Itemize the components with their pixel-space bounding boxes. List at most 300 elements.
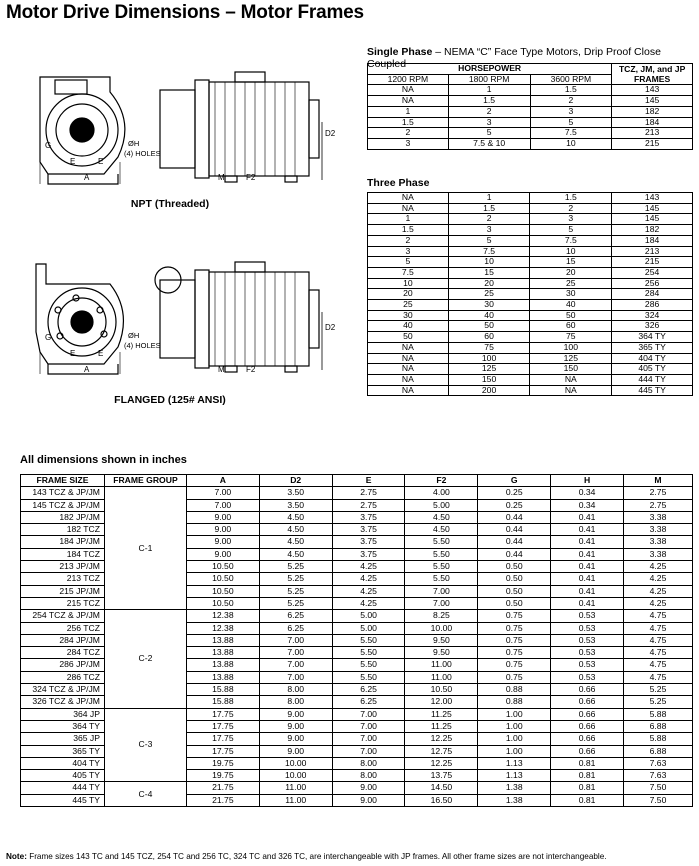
table-cell: 0.41 bbox=[551, 511, 624, 523]
table-cell: 0.88 bbox=[478, 696, 551, 708]
table-cell: 6.25 bbox=[332, 684, 405, 696]
table-cell: 20 bbox=[368, 289, 449, 300]
table-cell: 50 bbox=[368, 332, 449, 343]
table-cell: 8.00 bbox=[332, 757, 405, 769]
table-cell: 445 TY bbox=[612, 385, 693, 396]
table-cell: 10.00 bbox=[259, 770, 332, 782]
table-cell: 4.75 bbox=[624, 610, 693, 622]
table-row bbox=[21, 782, 693, 794]
table-cell: 3.38 bbox=[624, 536, 693, 548]
column-header: M bbox=[624, 475, 693, 487]
frame-size-cell: 184 TCZ bbox=[21, 548, 105, 560]
table-cell: 0.41 bbox=[551, 561, 624, 573]
table-cell: 405 TY bbox=[612, 364, 693, 375]
table-cell: 6.25 bbox=[259, 622, 332, 634]
three-phase-rows bbox=[368, 193, 693, 396]
f2-label: F2 bbox=[246, 173, 256, 182]
table-cell: 10 bbox=[530, 246, 612, 257]
table-cell: 5 bbox=[448, 235, 530, 246]
table-cell: NA bbox=[368, 342, 449, 353]
table-cell: 3.38 bbox=[624, 511, 693, 523]
table-row bbox=[368, 374, 693, 385]
table-cell: 11.00 bbox=[259, 794, 332, 806]
table-cell: 10 bbox=[448, 257, 530, 268]
table-cell: 4.50 bbox=[405, 511, 478, 523]
table-cell: 9.00 bbox=[259, 733, 332, 745]
table-cell: 0.66 bbox=[551, 745, 624, 757]
table-cell: 10.50 bbox=[405, 684, 478, 696]
table-cell: 0.50 bbox=[478, 585, 551, 597]
table-cell: 364 TY bbox=[612, 332, 693, 343]
table-cell: 3.75 bbox=[332, 511, 405, 523]
table-cell: 0.53 bbox=[551, 671, 624, 683]
table-cell: 1 bbox=[448, 193, 530, 204]
single-phase-label: Single Phase bbox=[367, 46, 433, 58]
table-cell: 2 bbox=[368, 235, 449, 246]
frame-size-cell: 405 TY bbox=[21, 770, 105, 782]
table-cell: 20 bbox=[448, 278, 530, 289]
table-cell: 21.75 bbox=[186, 782, 259, 794]
table-cell: 100 bbox=[530, 342, 612, 353]
table-cell: 25 bbox=[448, 289, 530, 300]
table-cell: 8.25 bbox=[405, 610, 478, 622]
table-cell: 150 bbox=[530, 364, 612, 375]
table-cell: 17.75 bbox=[186, 745, 259, 757]
table-cell: 0.50 bbox=[478, 561, 551, 573]
table-cell: 184 bbox=[612, 117, 693, 128]
table-cell: 13.88 bbox=[186, 671, 259, 683]
table-cell: 3.50 bbox=[259, 499, 332, 511]
table-cell: 1.5 bbox=[448, 96, 530, 107]
frame-size-cell: 284 JP/JM bbox=[21, 634, 105, 646]
frame-size-cell: 256 TCZ bbox=[21, 622, 105, 634]
table-cell: 9.00 bbox=[259, 745, 332, 757]
table-cell: 1.5 bbox=[368, 117, 449, 128]
table-cell: 3 bbox=[530, 106, 612, 117]
frame-size-cell: 445 TY bbox=[21, 794, 105, 806]
table-cell: 7.00 bbox=[186, 499, 259, 511]
table-cell: 0.66 bbox=[551, 696, 624, 708]
table-row bbox=[368, 203, 693, 214]
frame-size-cell: 364 JP bbox=[21, 708, 105, 720]
table-cell: 7.50 bbox=[624, 794, 693, 806]
column-header: D2 bbox=[259, 475, 332, 487]
table-cell: 7.00 bbox=[186, 487, 259, 499]
g-label: G bbox=[45, 333, 52, 342]
table-cell: 0.75 bbox=[478, 610, 551, 622]
table-row bbox=[368, 332, 693, 343]
table-row bbox=[368, 106, 693, 117]
table-cell: 60 bbox=[448, 332, 530, 343]
table-cell: 50 bbox=[530, 310, 612, 321]
table-cell: 5.50 bbox=[405, 548, 478, 560]
table-cell: 1 bbox=[448, 85, 530, 96]
table-cell: 5 bbox=[448, 128, 530, 139]
table-cell: 4.50 bbox=[259, 524, 332, 536]
table-cell: 30 bbox=[530, 289, 612, 300]
table-cell: 10 bbox=[368, 278, 449, 289]
table-cell: 4.25 bbox=[332, 573, 405, 585]
table-cell: 7.5 bbox=[530, 235, 612, 246]
table-row bbox=[21, 610, 693, 622]
single-phase-table bbox=[367, 63, 693, 150]
table-cell: 10.00 bbox=[259, 757, 332, 769]
table-cell: 125 bbox=[448, 364, 530, 375]
table-cell: 7.00 bbox=[259, 671, 332, 683]
table-cell: 0.34 bbox=[551, 487, 624, 499]
table-cell: 9.00 bbox=[259, 720, 332, 732]
d2-label: D2 bbox=[325, 129, 336, 138]
table-cell: 12.25 bbox=[405, 757, 478, 769]
table-cell: 3 bbox=[448, 225, 530, 236]
table-cell: 15.88 bbox=[186, 684, 259, 696]
frame-size-cell: 184 JP/JM bbox=[21, 536, 105, 548]
table-cell: 0.41 bbox=[551, 548, 624, 560]
table-cell: 145 bbox=[612, 96, 693, 107]
table-cell: 20 bbox=[530, 267, 612, 278]
table-cell: 12.25 bbox=[405, 733, 478, 745]
table-cell: 5.25 bbox=[624, 684, 693, 696]
frame-size-cell: 213 TCZ bbox=[21, 573, 105, 585]
table-cell: 5 bbox=[530, 117, 612, 128]
table-cell: 0.66 bbox=[551, 708, 624, 720]
e-label-2: E bbox=[98, 157, 104, 166]
table-cell: 12.38 bbox=[186, 622, 259, 634]
m-label: M bbox=[218, 365, 225, 374]
table-cell: 0.75 bbox=[478, 622, 551, 634]
table-cell: 11.00 bbox=[259, 782, 332, 794]
table-cell: NA bbox=[368, 353, 449, 364]
table-cell: 12.00 bbox=[405, 696, 478, 708]
table-cell: 184 bbox=[612, 235, 693, 246]
flanged-pump-drawing bbox=[0, 252, 345, 380]
table-cell: 6.88 bbox=[624, 745, 693, 757]
table-cell: 4.00 bbox=[405, 487, 478, 499]
table-cell: 200 bbox=[448, 385, 530, 396]
table-cell: 5.50 bbox=[332, 634, 405, 646]
table-cell: 40 bbox=[530, 300, 612, 311]
rpm-header: 3600 RPM bbox=[530, 74, 612, 85]
table-cell: 1.5 bbox=[530, 85, 612, 96]
table-cell: 7.00 bbox=[405, 585, 478, 597]
column-header: E bbox=[332, 475, 405, 487]
table-cell: 0.75 bbox=[478, 634, 551, 646]
table-row bbox=[368, 193, 693, 204]
table-cell: 4.75 bbox=[624, 659, 693, 671]
table-cell: 215 bbox=[612, 257, 693, 268]
table-cell: 7.00 bbox=[259, 647, 332, 659]
single-phase-sublabel: – NEMA “C” Face Type Motors, Drip Proof Close Coupled bbox=[367, 46, 661, 70]
table-cell: 2.75 bbox=[332, 487, 405, 499]
table-cell: 1.38 bbox=[478, 794, 551, 806]
table-cell: 3.38 bbox=[624, 524, 693, 536]
frames-header: TCZ, JM, and JP FRAMES bbox=[612, 64, 693, 85]
frame-size-cell: 145 TCZ & JP/JM bbox=[21, 499, 105, 511]
table-cell: 9.00 bbox=[186, 511, 259, 523]
table-cell: 7.5 bbox=[368, 267, 449, 278]
table-cell: 326 bbox=[612, 321, 693, 332]
table-cell: 9.50 bbox=[405, 634, 478, 646]
table-cell: 143 bbox=[612, 193, 693, 204]
table-cell: 11.00 bbox=[405, 659, 478, 671]
frame-group-cell: C-1 bbox=[104, 487, 186, 610]
table-cell: 7.00 bbox=[259, 634, 332, 646]
note-label: Note: bbox=[6, 852, 27, 861]
table-cell: 9.00 bbox=[259, 708, 332, 720]
table-cell: 254 bbox=[612, 267, 693, 278]
table-cell: 0.75 bbox=[478, 659, 551, 671]
table-cell: NA bbox=[530, 385, 612, 396]
table-cell: 9.00 bbox=[186, 524, 259, 536]
table-cell: 1.5 bbox=[530, 193, 612, 204]
table-cell: 7.5 bbox=[448, 246, 530, 257]
table-cell: 25 bbox=[530, 278, 612, 289]
table-cell: 1 bbox=[368, 214, 449, 225]
table-cell: 10 bbox=[530, 138, 612, 149]
table-cell: 5.00 bbox=[332, 622, 405, 634]
table-cell: 10.00 bbox=[405, 622, 478, 634]
frame-group-cell: C-2 bbox=[104, 610, 186, 708]
frame-size-cell: 286 JP/JM bbox=[21, 659, 105, 671]
dimensions-rows bbox=[21, 487, 693, 807]
table-row bbox=[368, 353, 693, 364]
e-label-2: E bbox=[98, 349, 104, 358]
table-cell: 9.00 bbox=[186, 536, 259, 548]
frame-size-cell: 182 TCZ bbox=[21, 524, 105, 536]
table-cell: 6.88 bbox=[624, 720, 693, 732]
table-cell: 3 bbox=[530, 214, 612, 225]
table-cell: 286 bbox=[612, 300, 693, 311]
table-cell: 8.00 bbox=[259, 684, 332, 696]
table-cell: 0.66 bbox=[551, 684, 624, 696]
table-cell: 1.00 bbox=[478, 745, 551, 757]
table-cell: 0.44 bbox=[478, 524, 551, 536]
table-cell: 9.00 bbox=[332, 794, 405, 806]
g-label: G bbox=[45, 141, 52, 150]
frame-size-cell: 284 TCZ bbox=[21, 647, 105, 659]
table-cell: 40 bbox=[368, 321, 449, 332]
table-cell: 50 bbox=[448, 321, 530, 332]
flanged-caption: FLANGED (125# ANSI) bbox=[114, 394, 226, 406]
table-cell: 75 bbox=[448, 342, 530, 353]
table-cell: 0.66 bbox=[551, 733, 624, 745]
table-row bbox=[368, 214, 693, 225]
table-cell: 4.25 bbox=[332, 561, 405, 573]
frame-group-cell: C-3 bbox=[104, 708, 186, 782]
m-label: M bbox=[218, 173, 225, 182]
table-cell: 0.66 bbox=[551, 720, 624, 732]
table-cell: 21.75 bbox=[186, 794, 259, 806]
table-cell: 17.75 bbox=[186, 733, 259, 745]
table-cell: 3 bbox=[368, 138, 449, 149]
table-cell: 1.00 bbox=[478, 733, 551, 745]
table-row bbox=[368, 138, 693, 149]
frame-size-cell: 404 TY bbox=[21, 757, 105, 769]
table-cell: 15 bbox=[530, 257, 612, 268]
column-header: FRAME SIZE bbox=[21, 475, 105, 487]
table-cell: 11.25 bbox=[405, 720, 478, 732]
footnote bbox=[6, 852, 607, 861]
column-header: A bbox=[186, 475, 259, 487]
column-header: F2 bbox=[405, 475, 478, 487]
table-cell: 5 bbox=[530, 225, 612, 236]
three-phase-table bbox=[367, 192, 693, 396]
table-cell: 13.88 bbox=[186, 659, 259, 671]
table-cell: 15.88 bbox=[186, 696, 259, 708]
table-cell: 284 bbox=[612, 289, 693, 300]
table-cell: 5.25 bbox=[259, 561, 332, 573]
page-title: Motor Drive Dimensions – Motor Frames bbox=[6, 2, 364, 23]
table-cell: 0.44 bbox=[478, 536, 551, 548]
frame-size-cell: 213 JP/JM bbox=[21, 561, 105, 573]
table-cell: 9.50 bbox=[405, 647, 478, 659]
table-cell: 4.75 bbox=[624, 671, 693, 683]
table-cell: 5.00 bbox=[332, 610, 405, 622]
table-row bbox=[368, 85, 693, 96]
table-cell: 0.75 bbox=[478, 647, 551, 659]
holes-label: (4) HOLES bbox=[124, 149, 161, 158]
table-cell: 5.50 bbox=[405, 573, 478, 585]
table-cell: 4.75 bbox=[624, 622, 693, 634]
table-cell: 17.75 bbox=[186, 708, 259, 720]
table-cell: 7.50 bbox=[624, 782, 693, 794]
horsepower-header: HORSEPOWER bbox=[368, 64, 612, 75]
table-cell: 4.25 bbox=[624, 573, 693, 585]
table-cell: 3.75 bbox=[332, 524, 405, 536]
table-cell: 4.25 bbox=[332, 597, 405, 609]
table-cell: 145 bbox=[612, 214, 693, 225]
table-cell: 5.00 bbox=[405, 499, 478, 511]
table-cell: 10.50 bbox=[186, 597, 259, 609]
table-cell: 0.81 bbox=[551, 770, 624, 782]
npt-pump-drawing bbox=[0, 62, 345, 190]
table-cell: 4.50 bbox=[259, 511, 332, 523]
table-cell: 10.50 bbox=[186, 585, 259, 597]
frame-size-cell: 182 JP/JM bbox=[21, 511, 105, 523]
table-row bbox=[368, 342, 693, 353]
table-cell: 10.50 bbox=[186, 573, 259, 585]
table-cell: 5.50 bbox=[405, 536, 478, 548]
table-cell: 0.25 bbox=[478, 487, 551, 499]
table-cell: 1.13 bbox=[478, 757, 551, 769]
table-cell: NA bbox=[368, 385, 449, 396]
table-cell: 11.25 bbox=[405, 708, 478, 720]
table-cell: 7.63 bbox=[624, 757, 693, 769]
a-label: A bbox=[84, 173, 90, 182]
table-cell: 7.00 bbox=[332, 733, 405, 745]
frame-size-cell: 215 JP/JM bbox=[21, 585, 105, 597]
table-cell: 2 bbox=[530, 96, 612, 107]
table-cell: 5.25 bbox=[259, 585, 332, 597]
table-row bbox=[368, 128, 693, 139]
table-cell: 4.25 bbox=[332, 585, 405, 597]
table-cell: 5.50 bbox=[332, 659, 405, 671]
frame-size-cell: 215 TCZ bbox=[21, 597, 105, 609]
column-header: FRAME GROUP bbox=[104, 475, 186, 487]
table-cell: 5 bbox=[368, 257, 449, 268]
table-cell: 2 bbox=[530, 203, 612, 214]
table-cell: NA bbox=[530, 374, 612, 385]
table-cell: 1.00 bbox=[478, 708, 551, 720]
table-cell: 2 bbox=[448, 106, 530, 117]
table-cell: 10.50 bbox=[186, 561, 259, 573]
table-cell: 0.41 bbox=[551, 585, 624, 597]
table-cell: 4.50 bbox=[259, 548, 332, 560]
table-cell: 3 bbox=[448, 117, 530, 128]
table-row bbox=[368, 310, 693, 321]
table-cell: 5.50 bbox=[332, 647, 405, 659]
f2-label: F2 bbox=[246, 365, 256, 374]
table-cell: NA bbox=[368, 193, 449, 204]
table-cell: 0.53 bbox=[551, 647, 624, 659]
table-cell: 3 bbox=[368, 246, 449, 257]
table-cell: 213 bbox=[612, 246, 693, 257]
table-cell: 40 bbox=[448, 310, 530, 321]
table-cell: 0.81 bbox=[551, 794, 624, 806]
table-cell: 404 TY bbox=[612, 353, 693, 364]
column-header: H bbox=[551, 475, 624, 487]
frame-size-cell: 143 TCZ & JP/JM bbox=[21, 487, 105, 499]
table-cell: 0.41 bbox=[551, 524, 624, 536]
table-cell: 3.38 bbox=[624, 548, 693, 560]
table-cell: 19.75 bbox=[186, 757, 259, 769]
table-cell: 8.00 bbox=[259, 696, 332, 708]
table-cell: 1.5 bbox=[448, 203, 530, 214]
table-row bbox=[368, 300, 693, 311]
table-cell: 7.00 bbox=[405, 597, 478, 609]
table-cell: 5.88 bbox=[624, 733, 693, 745]
table-row bbox=[368, 278, 693, 289]
table-cell: NA bbox=[368, 85, 449, 96]
table-row bbox=[21, 487, 693, 499]
table-cell: 4.25 bbox=[624, 585, 693, 597]
table-cell: 8.00 bbox=[332, 770, 405, 782]
table-cell: 0.41 bbox=[551, 573, 624, 585]
table-row bbox=[368, 246, 693, 257]
table-cell: 7.00 bbox=[332, 708, 405, 720]
table-cell: 14.50 bbox=[405, 782, 478, 794]
table-cell: 5.50 bbox=[332, 671, 405, 683]
table-cell: 4.25 bbox=[624, 561, 693, 573]
table-row bbox=[368, 257, 693, 268]
table-cell: 215 bbox=[612, 138, 693, 149]
frame-size-cell: 444 TY bbox=[21, 782, 105, 794]
table-cell: 256 bbox=[612, 278, 693, 289]
table-cell: 9.00 bbox=[186, 548, 259, 560]
table-cell: 365 TY bbox=[612, 342, 693, 353]
table-cell: 0.53 bbox=[551, 622, 624, 634]
table-cell: 0.44 bbox=[478, 548, 551, 560]
dimensions-table bbox=[20, 474, 693, 807]
frame-size-cell: 365 JP bbox=[21, 733, 105, 745]
table-cell: 6.25 bbox=[332, 696, 405, 708]
table-cell: 11.00 bbox=[405, 671, 478, 683]
e-label-1: E bbox=[70, 157, 76, 166]
table-cell: 7.00 bbox=[332, 745, 405, 757]
table-row bbox=[368, 289, 693, 300]
table-cell: 12.75 bbox=[405, 745, 478, 757]
frame-size-cell: 365 TY bbox=[21, 745, 105, 757]
table-cell: 143 bbox=[612, 85, 693, 96]
table-cell: 9.00 bbox=[332, 782, 405, 794]
table-cell: 3.50 bbox=[259, 487, 332, 499]
table-cell: 19.75 bbox=[186, 770, 259, 782]
table-cell: 7.63 bbox=[624, 770, 693, 782]
frame-size-cell: 254 TCZ & JP/JM bbox=[21, 610, 105, 622]
rpm-header: 1800 RPM bbox=[448, 74, 530, 85]
table-cell: 60 bbox=[530, 321, 612, 332]
table-cell: 3.75 bbox=[332, 536, 405, 548]
